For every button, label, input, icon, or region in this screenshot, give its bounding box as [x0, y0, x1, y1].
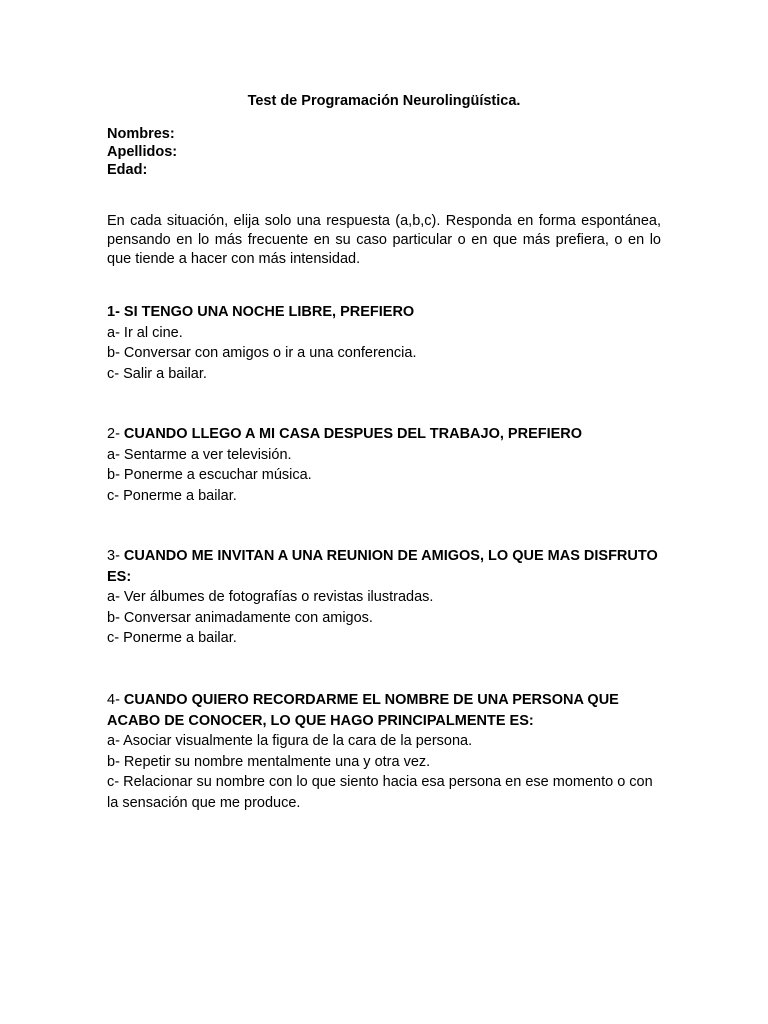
question-number: 4- — [107, 692, 124, 708]
question-text: CUANDO LLEGO A MI CASA DESPUES DEL TRABAJO, PREFIERO — [123, 426, 583, 442]
option-b: b- Ponerme a escuchar música. — [107, 467, 312, 483]
option-a: a- Asociar visualmente la figura de la cara de la persona. — [107, 733, 473, 749]
question-2 — [107, 424, 667, 506]
question-heading — [107, 690, 667, 731]
question-text: SI TENGO UNA NOCHE LIBRE, PREFIERO — [123, 304, 415, 320]
question-number: 3- — [107, 548, 124, 564]
option-c: c- Salir a bailar. — [107, 365, 207, 382]
option-b: b- Conversar animadamente con amigos. — [107, 609, 373, 626]
field-apellidos-label: Apellidos: — [107, 144, 178, 160]
option-c: c- Ponerme a bailar. — [107, 630, 237, 646]
question-1 — [107, 302, 667, 384]
document-title: Test de Programación Neurolingüística. — [247, 93, 521, 109]
question-heading — [107, 546, 667, 587]
question-text: CUANDO QUIERO RECORDARME EL NOMBRE DE UNA PERSONA QUE ACABO DE CONOCER, LO QUE HAGO PRINCIPALMENTE ES: — [107, 692, 619, 729]
question-3 — [107, 546, 667, 649]
option-a: a- Ver álbumes de fotografías o revistas ilustradas. — [107, 589, 434, 605]
instructions-paragraph: En cada situación, elija solo una respuesta (a,b,c). Responda en forma espontánea, pensando en lo más frecuente en su caso particular o en que más prefiera, o en lo que tiende a hacer con más intensidad. — [107, 213, 661, 267]
question-number: 1- — [107, 304, 124, 320]
personal-fields — [107, 125, 177, 179]
option-a: a- Ir al cine. — [107, 324, 183, 341]
question-heading — [107, 424, 667, 445]
field-nombres-label: Nombres: — [107, 126, 175, 142]
option-b: b- Repetir su nombre mentalmente una y otra vez. — [107, 753, 431, 770]
question-number: 2- — [107, 426, 124, 442]
option-a: a- Sentarme a ver televisión. — [107, 446, 292, 463]
question-heading — [107, 302, 667, 323]
field-edad-label: Edad: — [107, 162, 148, 178]
option-c: c- Relacionar su nombre con lo que siento hacia esa persona en ese momento o con la sensación que me produce. — [107, 774, 653, 811]
option-b: b- Conversar con amigos o ir a una conferencia. — [107, 345, 417, 361]
option-c: c- Ponerme a bailar. — [107, 487, 237, 504]
question-text: CUANDO ME INVITAN A UNA REUNION DE AMIGOS, LO QUE MAS DISFRUTO ES: — [107, 548, 658, 585]
question-4 — [107, 690, 667, 813]
